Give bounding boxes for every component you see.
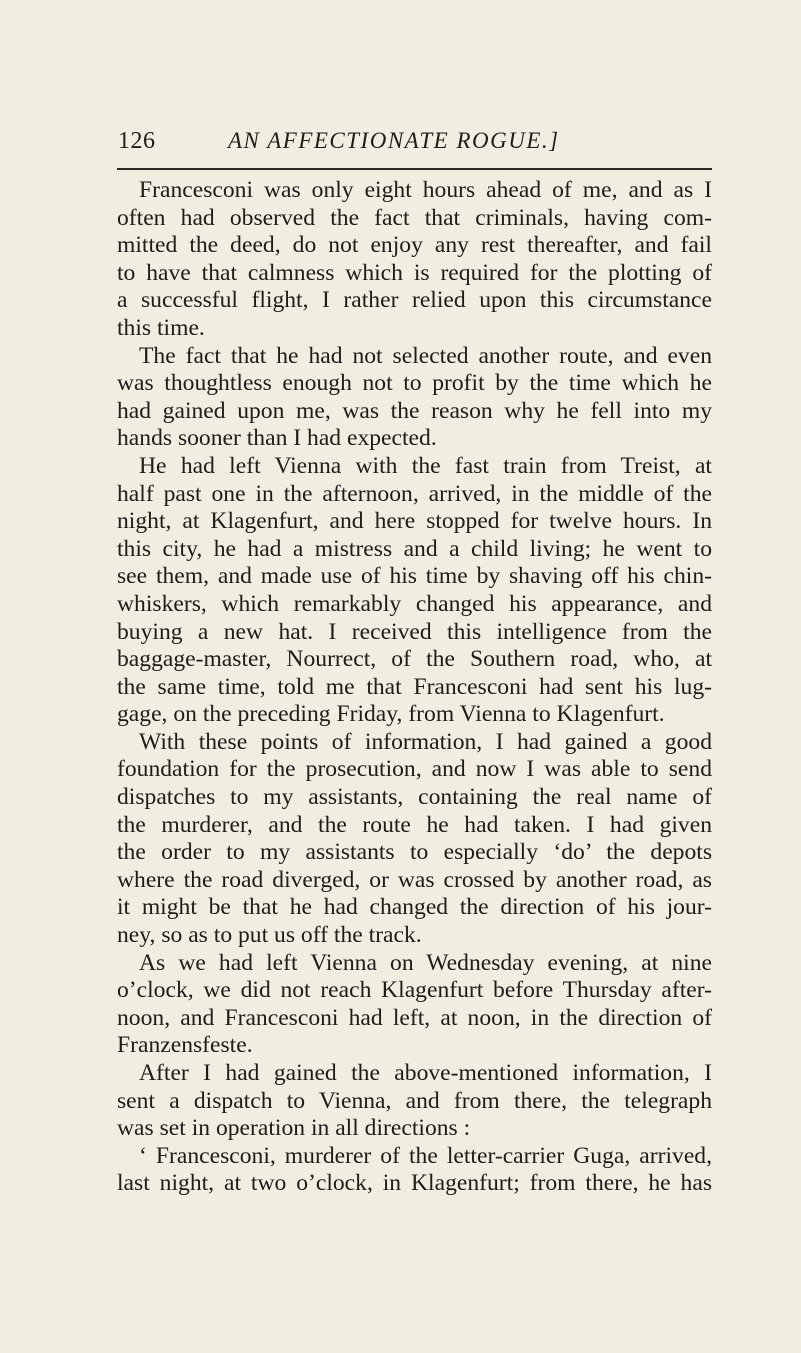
text-line: hands sooner than I had expected. [117,425,437,452]
page-header [118,128,712,168]
header-rule [117,168,712,170]
text-line: the murderer, and the route he had taken. I had given [117,811,712,838]
text-line: the order to my assistants to especially ‘do’ the depots [117,839,712,866]
text-line: this city, he had a mistress and a child living; he went to [117,535,712,562]
text-line: often had observed the fact that criminals, having com- [117,204,712,231]
text-line: whiskers, which remarkably changed his appearance, and [117,590,712,617]
text-line: it might be that he had changed the direction of his jour- [117,894,712,921]
text-line: this time. [117,314,205,341]
text-line: ‘ Francesconi, murderer of the letter-carrier Guga, arrived, [139,1142,712,1169]
text-line: the same time, told me that Francesconi had sent his lug- [117,673,712,700]
text-line: half past one in the afternoon, arrived, in the middle of the [117,480,712,507]
text-line: was set in operation in all directions : [117,1115,471,1142]
text-line: After I had gained the above-mentioned information, I [139,1060,712,1086]
page-number: 126 [118,128,156,154]
text-line: Franzensfeste. [117,1032,253,1059]
text-line: foundation for the prosecution, and now I was able to send [117,756,712,783]
text-line: to have that calmness which is required for the plotting of [117,259,712,286]
text-line: ney, so as to put us off the track. [117,922,422,949]
text-line: noon, and Francesconi had left, at noon, in the direction of [117,1004,712,1031]
text-line: night, at Klagenfurt, and here stopped for twelve hours. In [117,508,712,535]
text-line: He had left Vienna with the fast train from Treist, at [139,452,712,479]
text-line: mitted the deed, do not enjoy any rest thereafter, and fail [117,232,712,259]
text-line: was thoughtless enough not to profit by the time which he [117,370,712,397]
text-line: dispatches to my assistants, containing the real name of [117,784,712,811]
text-line: last night, at two o’clock, in Klagenfurt; from there, he has [117,1170,712,1197]
text-line: where the road diverged, or was crossed by another road, as [117,866,712,893]
text-line: had gained upon me, was the reason why he fell into my [117,397,712,424]
text-line: a successful flight, I rather relied upon this circumstance [117,287,712,314]
text-line: buying a new hat. I received this intelligence from the [117,618,712,645]
text-line: With these points of information, I had gained a good [139,728,712,755]
text-line: Francesconi was only eight hours ahead of me, and as I [139,177,712,203]
body-text [117,177,712,1198]
text-line: see them, and made use of his time by shaving off his chin- [117,563,712,590]
text-line: gage, on the preceding Friday, from Vienna to Klagenfurt. [117,701,665,728]
text-line: o’clock, we did not reach Klagenfurt before Thursday after- [117,977,712,1004]
text-line: The fact that he had not selected another route, and even [139,342,712,369]
text-line: baggage-master, Nourrect, of the Southern road, who, at [117,646,712,673]
text-line: sent a dispatch to Vienna, and from there, the telegraph [117,1087,712,1114]
text-line: As we had left Vienna on Wednesday evening, at nine [139,949,712,976]
running-title: AN AFFECTIONATE ROGUE.] [228,128,560,153]
